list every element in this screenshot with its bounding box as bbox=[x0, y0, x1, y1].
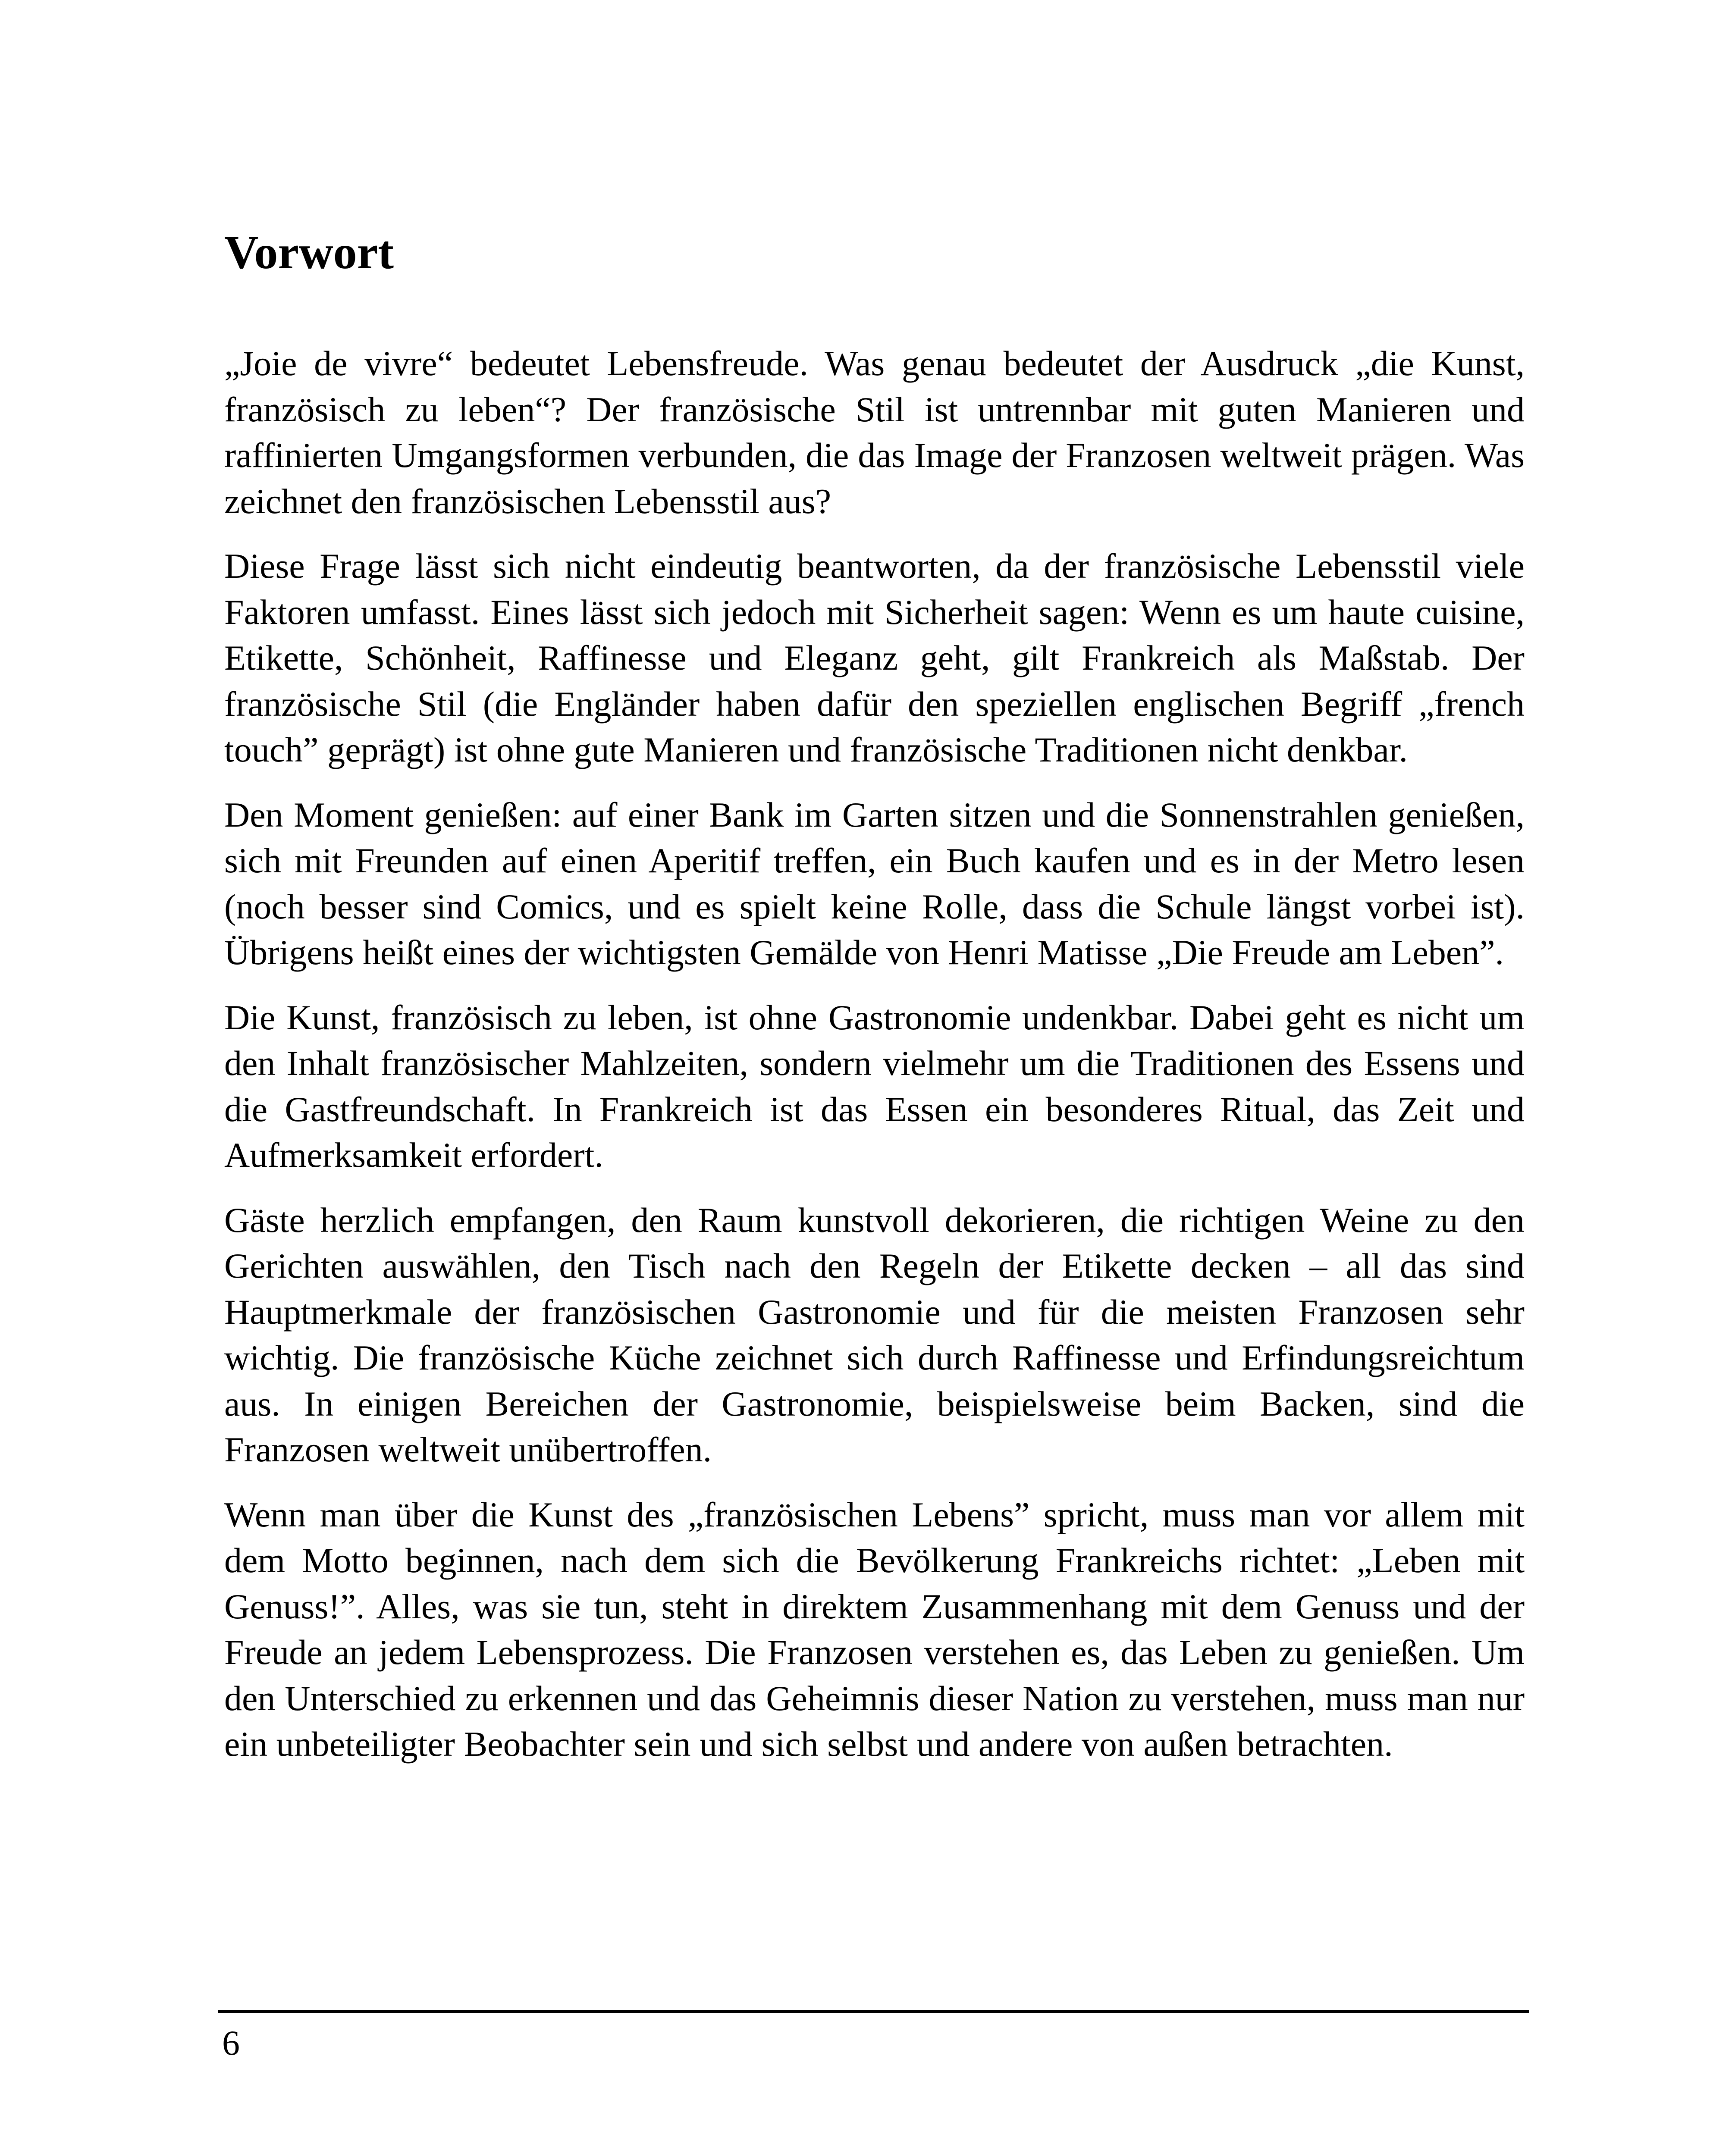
body-text bbox=[224, 341, 1525, 1786]
chapter-heading: Vorwort bbox=[224, 226, 394, 279]
paragraph-6: Wenn man über die Kunst des „französischen Lebens” spricht, muss man vor allem mit dem Motto beginnen, nach dem sich die Bevölkerung Frankreichs richtet: „Leben mit Genuss!”. Alles, was sie tun, steht in direktem Zusammenhang mit dem Genuss und der Freude an jedem Lebensprozess. Die Franzosen verstehen es, das Leben zu genießen. Um den Unterschied zu erkennen und das Geheimnis dieser Nation zu verstehen, muss man nur ein unbeteiligter Beobachter sein und sich selbst und andere von außen betrachten. bbox=[224, 1495, 1525, 1764]
footer-rule bbox=[218, 2010, 1529, 2013]
paragraph-1: „Joie de vivre“ bedeutet Lebensfreude. Was genau bedeutet der Ausdruck „die Kunst, französisch zu leben“? Der französische Stil ist untrennbar mit guten Manieren und raffinierten Umgangsformen verbunden, die das Image der Franzosen weltweit prägen. Was zeichnet den französischen Lebensstil aus? bbox=[224, 344, 1525, 521]
paragraph-2: Diese Frage lässt sich nicht eindeutig beantworten, da der französische Lebensstil viele Faktoren umfasst. Eines lässt sich jedoch mit Sicherheit sagen: Wenn es um haute cuisine, Etikette, Schönheit, Raffinesse und Eleganz geht, gilt Frankreich als Maßstab. Der französische Stil (die Engländer haben dafür den speziellen englischen Begriff „french touch” geprägt) ist ohne gute Manieren und französische Traditionen nicht denkbar. bbox=[224, 546, 1525, 769]
paragraph-4: Die Kunst, französisch zu leben, ist ohne Gastronomie undenkbar. Dabei geht es nicht um den Inhalt französischer Mahlzeiten, sondern vielmehr um die Traditionen des Essens und die Gastfreundschaft. In Frankreich ist das Essen ein besonderes Ritual, das Zeit und Aufmerksamkeit erfordert. bbox=[224, 997, 1525, 1175]
paragraph-3: Den Moment genießen: auf einer Bank im Garten sitzen und die Sonnenstrahlen genießen, sich mit Freunden auf einen Aperitif treffen, ein Buch kaufen und es in der Metro lesen (noch besser sind Comics, und es spielt keine Rolle, dass die Schule längst vorbei ist). Übrigens heißt eines der wichtigsten Gemälde von Henri Matisse „Die Freude am Leben”. bbox=[224, 795, 1525, 972]
page-number: 6 bbox=[222, 2023, 240, 2062]
paragraph-5: Gäste herzlich empfangen, den Raum kunstvoll dekorieren, die richtigen Weine zu den Gerichten auswählen, den Tisch nach den Regeln der Etikette decken – all das sind Hauptmerkmale der französischen Gastronomie und für die meisten Franzosen sehr wichtig. Die französische Küche zeichnet sich durch Raffinesse und Erfindungsreichtum aus. In einigen Bereichen der Gastronomie, beispielsweise beim Backen, sind die Franzosen weltweit unübertroffen. bbox=[224, 1200, 1525, 1469]
